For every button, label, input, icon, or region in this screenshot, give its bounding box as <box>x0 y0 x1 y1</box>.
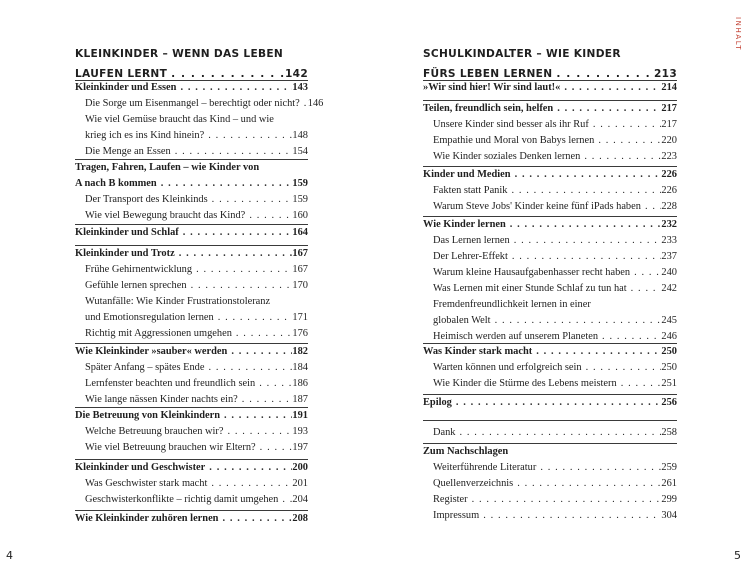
page-number-left: 4 <box>6 549 13 562</box>
toc-chapter[interactable]: Wie Kleinkinder »sauber« werden . . . 182 <box>75 343 308 361</box>
part-page-number: 142 <box>284 68 308 80</box>
toc-subsection[interactable]: Später Anfang – spätes Ende . . . 184 <box>75 359 308 377</box>
page-number-right: 5 <box>734 549 741 562</box>
toc-subsection[interactable]: Warten können und erfolgreich sein . . . 250 <box>423 359 677 377</box>
toc-subsection[interactable]: Dank . . . 258 <box>423 424 677 442</box>
toc-subsection[interactable]: krieg ich es ins Kind hinein? . . . 148 <box>75 127 308 145</box>
toc-chapter[interactable]: Die Betreuung von Kleinkindern . . . 191 <box>75 407 308 425</box>
toc-chapter[interactable]: Teilen, freundlich sein, helfen . . . 217 <box>423 100 677 118</box>
toc-subsection[interactable]: Fremdenfreundlichkeit lernen in einer <box>433 299 591 310</box>
toc-subsection[interactable]: Weiterführende Literatur . . . 259 <box>423 459 677 477</box>
part-title-line2: FÜRS LEBEN LERNEN <box>423 68 553 80</box>
left-part-title[interactable] <box>75 44 308 84</box>
part-title-line1: SCHULKINDALTER – WIE KINDER <box>423 48 621 60</box>
toc-subsection[interactable]: Der Transport des Kleinkinds . . . 159 <box>75 191 308 209</box>
toc-subsection[interactable]: Warum kleine Hausaufgabenhasser recht haben . . . 240 <box>423 264 677 282</box>
toc-subsection[interactable]: Die Sorge um Eisenmangel – berechtigt oder nicht? . . . 146 <box>75 95 308 113</box>
toc-subsection[interactable]: Der Lehrer-Effekt . . . 237 <box>423 248 677 266</box>
toc-subsection[interactable]: Wie Kinder die Stürme des Lebens meistern . . . 251 <box>423 375 677 393</box>
toc-chapter[interactable]: A nach B kommen . . . 159 <box>75 175 308 193</box>
section-divider <box>423 420 677 421</box>
toc-subsection[interactable]: Quellenverzeichnis . . . 261 <box>423 475 677 493</box>
toc-chapter[interactable]: Kleinkinder und Essen . . . 143 <box>75 79 308 97</box>
toc-subsection[interactable]: Was Lernen mit einer Stunde Schlaf zu tun hat . . . 242 <box>423 280 677 298</box>
toc-subsection[interactable]: Fakten statt Panik . . . 226 <box>423 182 677 200</box>
toc-chapter[interactable]: Kleinkinder und Schlaf . . . 164 <box>75 224 308 242</box>
toc-subsection[interactable]: Wie Kinder soziales Denken lernen . . . 223 <box>423 148 677 166</box>
part-title-line2: LAUFEN LERNT <box>75 68 168 80</box>
toc-chapter[interactable]: »Wir sind hier! Wir sind laut!« . . . 214 <box>423 79 677 97</box>
toc-chapter[interactable]: Tragen, Fahren, Laufen – wie Kinder von <box>75 162 260 173</box>
toc-subsection[interactable]: Warum Steve Jobs' Kinder keine fünf iPads haben . . . 228 <box>423 198 677 216</box>
toc-subsection[interactable]: Wie viel Betreuung brauchen wir Eltern? . . . 197 <box>75 439 308 457</box>
toc-subsection[interactable]: Frühe Gehirnentwicklung . . . 167 <box>75 261 308 279</box>
toc-subsection[interactable]: Die Menge an Essen . . . 154 <box>75 143 308 161</box>
toc-subsection[interactable]: Register . . . 299 <box>423 491 677 509</box>
toc-subsection[interactable]: Welche Betreuung brauchen wir? . . . 193 <box>75 423 308 441</box>
toc-subsection[interactable]: Richtig mit Aggressionen umgehen . . . 176 <box>75 325 308 343</box>
toc-subsection[interactable]: Empathie und Moral von Babys lernen . . . 220 <box>423 132 677 150</box>
toc-subsection[interactable]: Wie viel Bewegung braucht das Kind? . . . 160 <box>75 207 308 225</box>
toc-subsection[interactable]: Wie lange nässen Kinder nachts ein? . . . 187 <box>75 391 308 409</box>
toc-chapter[interactable]: Zum Nachschlagen <box>423 446 509 457</box>
toc-subsection[interactable]: Was Geschwister stark macht . . . 201 <box>75 475 308 493</box>
toc-subsection[interactable]: Gefühle lernen sprechen . . . 170 <box>75 277 308 295</box>
toc-subsection[interactable]: und Emotionsregulation lernen . . . 171 <box>75 309 308 327</box>
toc-subsection[interactable]: globalen Welt . . . 245 <box>423 312 677 330</box>
toc-chapter[interactable]: Kleinkinder und Trotz . . . 167 <box>75 245 308 263</box>
toc-chapter[interactable]: Kinder und Medien . . . 226 <box>423 166 677 184</box>
toc-subsection[interactable]: Impressum . . . 304 <box>423 507 677 525</box>
toc-subsection[interactable]: Heimisch werden auf unserem Planeten . . . 246 <box>423 328 677 346</box>
toc-chapter[interactable]: Was Kinder stark macht . . . 250 <box>423 343 677 361</box>
toc-subsection[interactable]: Lernfenster beachten und freundlich sein . . . 186 <box>75 375 308 393</box>
running-head: INHALT <box>734 17 742 52</box>
toc-chapter[interactable]: Wie Kleinkinder zuhören lernen . . . 208 <box>75 510 308 528</box>
toc-subsection[interactable]: Geschwisterkonflikte – richtig damit umgehen . . . 204 <box>75 491 308 509</box>
toc-subsection[interactable]: Unsere Kinder sind besser als ihr Ruf . . . 217 <box>423 116 677 134</box>
part-title-line1: KLEINKINDER – WENN DAS LEBEN <box>75 48 284 60</box>
toc-subsection[interactable]: Wie viel Gemüse braucht das Kind – und wie <box>85 114 274 125</box>
right-part-title[interactable] <box>423 44 677 84</box>
part-page-number: 213 <box>653 68 677 80</box>
toc-subsection[interactable]: Das Lernen lernen . . . 233 <box>423 232 677 250</box>
toc-chapter[interactable]: Wie Kinder lernen . . . 232 <box>423 216 677 234</box>
toc-chapter[interactable]: Kleinkinder und Geschwister . . . 200 <box>75 459 308 477</box>
toc-chapter[interactable]: Epilog . . . 256 <box>423 394 677 412</box>
toc-subsection[interactable]: Wutanfälle: Wie Kinder Frustrationstoleranz <box>85 296 271 307</box>
